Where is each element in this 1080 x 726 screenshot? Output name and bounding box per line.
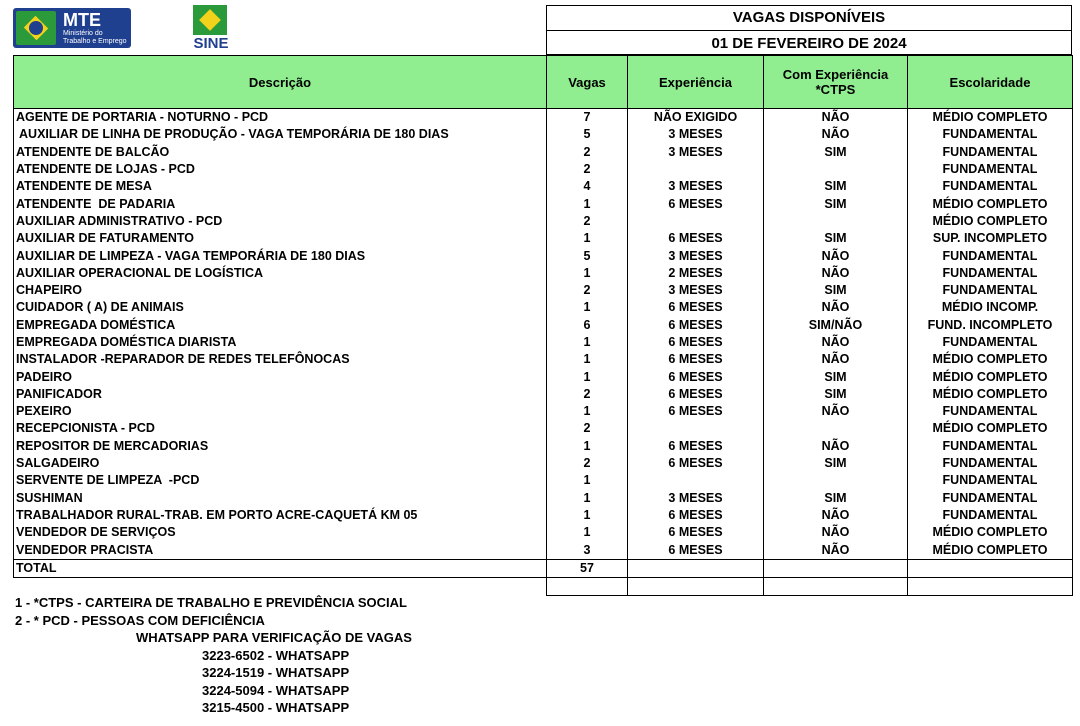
cell-ctps: NÃO <box>764 403 908 420</box>
cell-education: MÉDIO COMPLETO <box>908 109 1073 127</box>
cell-experience: 6 MESES <box>628 195 764 212</box>
table-row <box>14 178 1073 195</box>
cell-experience: 6 MESES <box>628 368 764 385</box>
cell-vacancies: 2 <box>547 420 628 437</box>
sine-logo <box>186 5 236 55</box>
footnotes <box>15 594 412 717</box>
cell-ctps: SIM <box>764 178 908 195</box>
table-row <box>14 265 1073 282</box>
col-header-vacancies: Vagas <box>547 56 628 109</box>
table-body <box>14 109 1073 560</box>
mte-logo <box>13 8 131 48</box>
cell-vacancies: 2 <box>547 213 628 230</box>
cell-description: EMPREGADA DOMÉSTICA <box>14 317 547 334</box>
cell-description: ATENDENTE DE MESA <box>14 178 547 195</box>
cell-description: CUIDADOR ( A) DE ANIMAIS <box>14 299 547 316</box>
cell-vacancies: 2 <box>547 161 628 178</box>
table-row <box>14 507 1073 524</box>
cell-ctps: NÃO <box>764 247 908 264</box>
cell-education: FUNDAMENTAL <box>908 455 1073 472</box>
cell-description: PADEIRO <box>14 368 547 385</box>
table-row <box>14 299 1073 316</box>
cell-vacancies: 6 <box>547 317 628 334</box>
cell-education: FUNDAMENTAL <box>908 144 1073 161</box>
cell-ctps: NÃO <box>764 126 908 143</box>
cell-education: FUNDAMENTAL <box>908 282 1073 299</box>
cell-vacancies: 2 <box>547 455 628 472</box>
title-box <box>546 5 1072 55</box>
cell-description: ATENDENTE DE PADARIA <box>14 195 547 212</box>
table-row <box>14 386 1073 403</box>
cell-ctps: NÃO <box>764 524 908 541</box>
cell-description: SERVENTE DE LIMPEZA -PCD <box>14 472 547 489</box>
cell-education: FUND. INCOMPLETO <box>908 317 1073 334</box>
page-date: 01 DE FEVEREIRO DE 2024 <box>711 35 907 52</box>
table-row <box>14 368 1073 385</box>
cell-education: MÉDIO COMPLETO <box>908 524 1073 541</box>
cell-education: MÉDIO COMPLETO <box>908 420 1073 437</box>
table-header-row <box>14 56 1073 109</box>
total-label: TOTAL <box>14 559 547 577</box>
note-pcd: 2 - * PCD - PESSOAS COM DEFICIÊNCIA <box>15 612 265 628</box>
table-row <box>14 403 1073 420</box>
cell-experience: 6 MESES <box>628 317 764 334</box>
logos-area <box>13 5 546 55</box>
cell-ctps: SIM <box>764 230 908 247</box>
table-row <box>14 420 1073 437</box>
cell-experience: 3 MESES <box>628 490 764 507</box>
whatsapp-title: WHATSAPP PARA VERIFICAÇÃO DE VAGAS <box>136 630 412 645</box>
table-row <box>14 334 1073 351</box>
cell-education: FUNDAMENTAL <box>908 334 1073 351</box>
cell-vacancies: 1 <box>547 351 628 368</box>
cell-experience: 6 MESES <box>628 524 764 541</box>
cell-ctps: SIM <box>764 282 908 299</box>
cell-experience: 6 MESES <box>628 334 764 351</box>
cell-description: SALGADEIRO <box>14 455 547 472</box>
cell-ctps: SIM <box>764 195 908 212</box>
cell-ctps <box>764 472 908 489</box>
sine-flag-icon <box>193 5 227 35</box>
cell-experience: 3 MESES <box>628 178 764 195</box>
cell-ctps <box>764 213 908 230</box>
cell-ctps: NÃO <box>764 334 908 351</box>
table-row <box>14 455 1073 472</box>
cell-ctps: SIM <box>764 368 908 385</box>
cell-experience: 3 MESES <box>628 144 764 161</box>
cell-experience <box>628 213 764 230</box>
mte-subtitle: Ministério do Trabalho e Emprego <box>63 30 127 45</box>
cell-education: FUNDAMENTAL <box>908 161 1073 178</box>
cell-experience: NÃO EXIGIDO <box>628 109 764 127</box>
cell-experience: 6 MESES <box>628 299 764 316</box>
cell-description: PANIFICADOR <box>14 386 547 403</box>
cell-vacancies: 1 <box>547 265 628 282</box>
cell-vacancies: 2 <box>547 282 628 299</box>
cell-description: TRABALHADOR RURAL-TRAB. EM PORTO ACRE-CAQUETÁ KM 05 <box>14 507 547 524</box>
cell-experience: 6 MESES <box>628 438 764 455</box>
cell-description: AUXILIAR OPERACIONAL DE LOGÍSTICA <box>14 265 547 282</box>
cell-description: AUXILIAR DE LIMPEZA - VAGA TEMPORÁRIA DE 180 DIAS <box>14 247 547 264</box>
cell-education: MÉDIO INCOMP. <box>908 299 1073 316</box>
cell-ctps: NÃO <box>764 438 908 455</box>
table-row <box>14 541 1073 559</box>
cell-education: FUNDAMENTAL <box>908 490 1073 507</box>
table-row <box>14 247 1073 264</box>
cell-ctps: NÃO <box>764 541 908 559</box>
cell-description: AUXILIAR DE LINHA DE PRODUÇÃO - VAGA TEMPORÁRIA DE 180 DIAS <box>14 126 547 143</box>
table-row <box>14 213 1073 230</box>
whatsapp-number: 3224-1519 - WHATSAPP <box>202 665 350 680</box>
cell-vacancies: 1 <box>547 403 628 420</box>
cell-vacancies: 7 <box>547 109 628 127</box>
cell-education: SUP. INCOMPLETO <box>908 230 1073 247</box>
page-title: VAGAS DISPONÍVEIS <box>547 6 1071 31</box>
table-row <box>14 126 1073 143</box>
cell-description: RECEPCIONISTA - PCD <box>14 420 547 437</box>
cell-education: FUNDAMENTAL <box>908 507 1073 524</box>
cell-description: AUXILIAR DE FATURAMENTO <box>14 230 547 247</box>
cell-vacancies: 2 <box>547 144 628 161</box>
table-row <box>14 472 1073 489</box>
table-row <box>14 317 1073 334</box>
table-row <box>14 351 1073 368</box>
cell-ctps: NÃO <box>764 507 908 524</box>
cell-experience: 6 MESES <box>628 455 764 472</box>
cell-vacancies: 1 <box>547 524 628 541</box>
mte-brand: MTE <box>63 10 101 30</box>
cell-experience <box>628 420 764 437</box>
cell-vacancies: 1 <box>547 334 628 351</box>
cell-experience: 6 MESES <box>628 403 764 420</box>
table-row <box>14 438 1073 455</box>
whatsapp-number: 3215-4500 - WHATSAPP <box>202 700 350 715</box>
cell-experience: 6 MESES <box>628 230 764 247</box>
cell-education: MÉDIO COMPLETO <box>908 195 1073 212</box>
cell-education: MÉDIO COMPLETO <box>908 351 1073 368</box>
cell-vacancies: 1 <box>547 490 628 507</box>
cell-vacancies: 1 <box>547 230 628 247</box>
cell-ctps: NÃO <box>764 109 908 127</box>
cell-experience: 3 MESES <box>628 247 764 264</box>
cell-education: FUNDAMENTAL <box>908 178 1073 195</box>
cell-experience: 6 MESES <box>628 507 764 524</box>
total-value: 57 <box>547 559 628 577</box>
table-row <box>14 282 1073 299</box>
col-header-description: Descrição <box>14 56 547 109</box>
cell-experience: 6 MESES <box>628 541 764 559</box>
cell-ctps: SIM <box>764 490 908 507</box>
col-header-experience: Experiência <box>628 56 764 109</box>
cell-vacancies: 1 <box>547 507 628 524</box>
cell-ctps: SIM <box>764 455 908 472</box>
cell-education: FUNDAMENTAL <box>908 403 1073 420</box>
cell-description: EMPREGADA DOMÉSTICA DIARISTA <box>14 334 547 351</box>
cell-vacancies: 3 <box>547 541 628 559</box>
cell-description: SUSHIMAN <box>14 490 547 507</box>
cell-vacancies: 5 <box>547 247 628 264</box>
sine-brand: SINE <box>193 35 229 52</box>
document-sheet <box>13 5 1072 596</box>
cell-education: MÉDIO COMPLETO <box>908 368 1073 385</box>
table-row <box>14 195 1073 212</box>
whatsapp-number: 3223-6502 - WHATSAPP <box>202 647 350 663</box>
cell-education: MÉDIO COMPLETO <box>908 541 1073 559</box>
cell-description: VENDEDOR DE SERVIÇOS <box>14 524 547 541</box>
cell-ctps: NÃO <box>764 265 908 282</box>
cell-ctps: SIM <box>764 144 908 161</box>
cell-vacancies: 5 <box>547 126 628 143</box>
cell-vacancies: 1 <box>547 299 628 316</box>
cell-education: FUNDAMENTAL <box>908 438 1073 455</box>
vacancies-table <box>13 55 1073 596</box>
cell-education: FUNDAMENTAL <box>908 265 1073 282</box>
table-row <box>14 490 1073 507</box>
cell-experience <box>628 472 764 489</box>
cell-experience: 3 MESES <box>628 282 764 299</box>
total-row <box>14 559 1073 577</box>
cell-education: MÉDIO COMPLETO <box>908 386 1073 403</box>
cell-experience: 3 MESES <box>628 126 764 143</box>
cell-experience: 6 MESES <box>628 386 764 403</box>
table-row <box>14 109 1073 127</box>
cell-education: FUNDAMENTAL <box>908 247 1073 264</box>
cell-education: FUNDAMENTAL <box>908 472 1073 489</box>
cell-vacancies: 1 <box>547 368 628 385</box>
cell-description: PEXEIRO <box>14 403 547 420</box>
cell-education: FUNDAMENTAL <box>908 126 1073 143</box>
col-header-ctps: Com Experiência *CTPS <box>764 56 908 109</box>
cell-experience <box>628 161 764 178</box>
cell-description: INSTALADOR -REPARADOR DE REDES TELEFÔNOCAS <box>14 351 547 368</box>
table-row <box>14 230 1073 247</box>
cell-vacancies: 4 <box>547 178 628 195</box>
table-row <box>14 144 1073 161</box>
note-ctps: 1 - *CTPS - CARTEIRA DE TRABALHO E PREVIDÊNCIA SOCIAL <box>15 595 407 610</box>
document-header <box>13 5 1072 55</box>
cell-education: MÉDIO COMPLETO <box>908 213 1073 230</box>
cell-ctps: NÃO <box>764 299 908 316</box>
cell-experience: 6 MESES <box>628 351 764 368</box>
cell-ctps <box>764 420 908 437</box>
cell-description: AGENTE DE PORTARIA - NOTURNO - PCD <box>14 109 547 127</box>
whatsapp-number: 3224-5094 - WHATSAPP <box>202 682 350 698</box>
cell-ctps: SIM <box>764 386 908 403</box>
table-row <box>14 161 1073 178</box>
cell-vacancies: 1 <box>547 472 628 489</box>
cell-vacancies: 2 <box>547 386 628 403</box>
cell-description: CHAPEIRO <box>14 282 547 299</box>
col-header-education: Escolaridade <box>908 56 1073 109</box>
cell-description: ATENDENTE DE LOJAS - PCD <box>14 161 547 178</box>
cell-vacancies: 1 <box>547 438 628 455</box>
table-row <box>14 524 1073 541</box>
cell-description: ATENDENTE DE BALCÃO <box>14 144 547 161</box>
cell-vacancies: 1 <box>547 195 628 212</box>
brazil-flag-icon <box>16 11 56 45</box>
cell-description: AUXILIAR ADMINISTRATIVO - PCD <box>14 213 547 230</box>
cell-description: VENDEDOR PRACISTA <box>14 541 547 559</box>
cell-experience: 2 MESES <box>628 265 764 282</box>
cell-description: REPOSITOR DE MERCADORIAS <box>14 438 547 455</box>
cell-ctps <box>764 161 908 178</box>
cell-ctps: SIM/NÃO <box>764 317 908 334</box>
cell-ctps: NÃO <box>764 351 908 368</box>
